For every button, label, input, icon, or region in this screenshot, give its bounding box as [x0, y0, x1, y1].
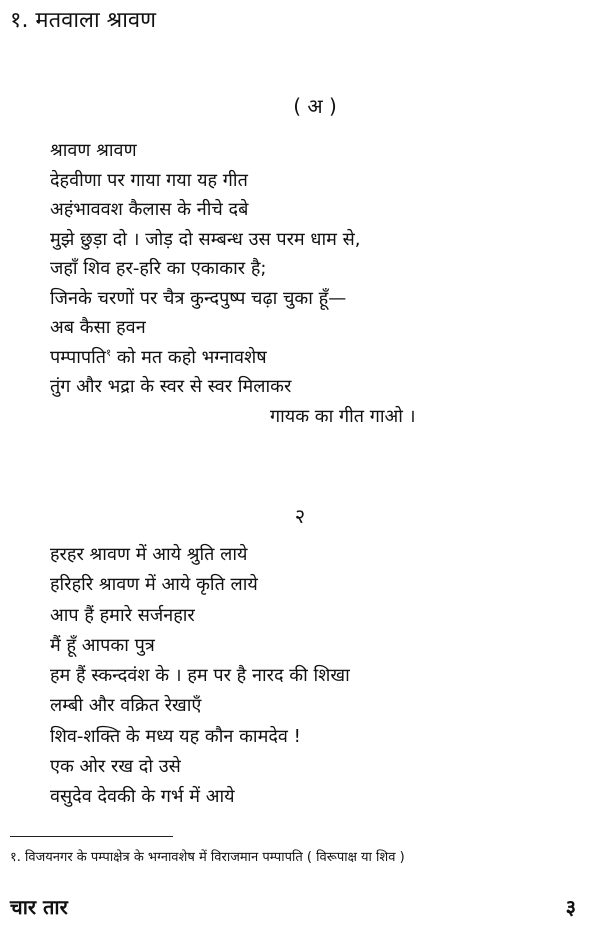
poem-line: तुंग और भद्रा के स्वर से स्वर मिलाकर: [50, 376, 292, 397]
footer-book-title: चार तार: [10, 895, 68, 919]
poem-line-start: पम्पापति: [50, 346, 106, 368]
poem-line: हम हैं स्कन्दवंश के । हम पर है नारद की शिखा: [50, 665, 350, 687]
poem-line-end: को मत कहो भग्नावशेष: [111, 346, 267, 368]
poem-line: अब कैसा हवन: [50, 317, 146, 338]
poem-section-2: [50, 540, 350, 813]
poem-line: हरिहरि श्रावण में आये कृति लाये: [50, 574, 258, 596]
poem-line: शिव-शक्ति के मध्य यह कौन कामदेव !: [50, 725, 301, 747]
footnote-text: १. विजयनगर के पम्पाक्षेत्र के भग्नावशेष में विराजमान पम्पापति ( विरूपाक्ष या शिव ): [10, 850, 405, 865]
poem-line: श्रावण श्रावण: [50, 140, 137, 161]
poem-line: आप हैं हमारे सर्जनहार: [50, 604, 195, 626]
poem-line-with-footnote: [50, 343, 416, 373]
poem-line-indented: गायक का गीत गाओ ।: [270, 405, 416, 427]
poem-line: हरहर श्रावण में आये श्रुति लाये: [50, 544, 248, 565]
poem-line: मुझे छुड़ा दो । जोड़ दो सम्बन्ध उस परम धाम से,: [50, 228, 361, 250]
poem-line: जिनके चरणों पर चैत्र कुन्दपुष्प चढ़ा चुका हूँ—: [50, 287, 347, 309]
poem-section-a: [50, 136, 416, 431]
section-heading-2: २: [294, 504, 306, 528]
section-heading-a: ( अ ): [293, 94, 337, 118]
footnote-marker: १: [106, 347, 112, 359]
poem-line: देहवीणा पर गाया गया यह गीत: [50, 169, 248, 191]
poem-line: वसुदेव देवकी के गर्भ में आये: [50, 786, 235, 808]
poem-line: अहंभाववश कैलास के नीचे दबे: [50, 199, 249, 220]
poem-line: जहाँ शिव हर-हरि का एकाकार है;: [50, 258, 267, 279]
poem-line: मैं हूँ आपका पुत्र: [50, 634, 155, 656]
footnote-divider: [10, 836, 173, 837]
poem-line: लम्बी और वक्रित रेखाएँ: [50, 695, 202, 717]
footer-page-number: ३: [565, 895, 576, 919]
chapter-title: १. मतवाला श्रावण: [10, 8, 157, 33]
poem-line: एक ओर रख दो उसे: [50, 756, 181, 778]
